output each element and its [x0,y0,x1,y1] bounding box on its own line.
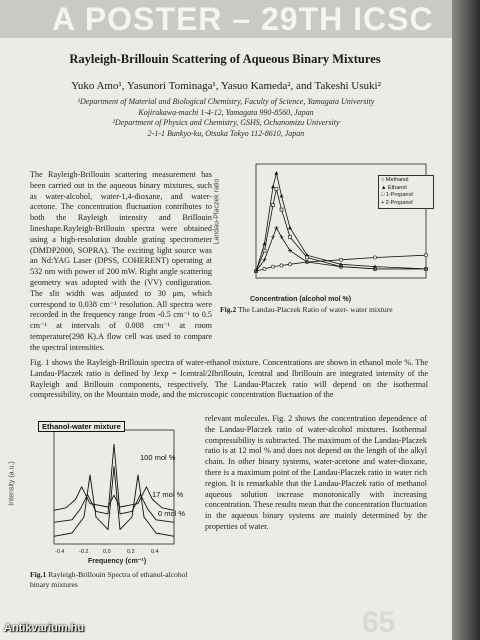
fig1-caption [30,570,190,589]
poster-banner [0,0,452,38]
fig2-point [289,235,292,238]
affiliation-line: ¹Department of Material and Biological Chemistry, Faculty of Science, Yamagata University [77,97,375,106]
author-list: Yuko Amo¹, Yasunori Tominaga¹, Yasuo Kameda², and Takeshi Usuki² [71,80,381,92]
affiliations [36,97,416,139]
affiliation-line: ²Department of Physics and Chemistry, GSHS, Ochanomizu University [112,118,340,127]
fig2-point [263,267,266,270]
intro-paragraph: The Rayleigh-Brillouin scattering measurement has been carried out in the aqueous binary mixtures, such as water-alcohol, water-1,4-dioxane, and water-acetone. The concentration fluctuation contributes to both the Rayleigh intensity and Brillouin lineshape.Rayleigh-Brillouin spectra were obtained using a high-resolution double grating spectrometer (DMDP2000, SOPRA). The exciting light source was an Nd:YAG Laser (DPSS, COHERENT) operating at 532 nm with power of 200 mW. Right angle scattering geometry was adopted with the (VV) configuration. The slit width was adjusted to 30 μm, which correspond to 0.038 cm⁻¹ resolution. All spectra were recorded in the frequency range from -0.5 cm⁻¹ to 0.5 cm⁻¹ at intervals of 0.008 cm⁻¹ at room temperature(298 K).A flow cell was used to compare the spectral intensities. [30,170,212,352]
body-paragraph-full: Fig. 1 shows the Rayleigh-Brillouin spectra of water-ethanol mixture. Concentrations are shown in ethanol mole %. The Landau-Placzek ratio is defined by Jexp = Icentral/2Ibrillouin, Icentral and Ibrillouin are integrated intensity of the Rayleigh and Brillouin components, respectively. The Landau-Placzek ratio will depend on the isothermal compressibility, on the Mountain mode, and the microscopic concentration fluctuation of the [30,358,428,400]
fig2-point [272,204,275,207]
fig2-point [306,256,309,259]
fig1-annotation: 100 mol % [140,453,176,462]
fig1-legend: Ethanol-water mixture [38,421,125,432]
fig2-point [339,258,342,261]
fig2-caption-label: Fig.2 [220,305,237,314]
fig2-caption-text: The Landau-Placzek Ratio of water- water mixture [238,305,393,314]
fig2-legend-item: □ 1-Propanol [381,192,413,198]
fig2-point [280,235,284,239]
affiliation-line: 2-1-1 Bunkyo-ku, Otsuka Tokyo 112-8610, Japan [147,128,305,138]
fig2-point [288,226,292,230]
fig1-xlabel: Frequency (cm⁻¹) [88,558,147,565]
fig2-point [280,194,284,198]
fig1-annotation: 17 mol % [152,490,184,499]
fig1-caption-label: Fig.1 [30,570,47,579]
watermark: Antikvarium.hu [4,622,85,634]
fig2-point [271,235,275,239]
fig2-legend-item: ○ Methanol [381,177,409,183]
fig2-point [271,265,274,268]
fig2-point [424,254,427,257]
fig2-point [280,208,283,211]
fig2-point [274,226,278,230]
fig1-xtick: 0.0 [103,549,111,555]
fig1-xtick: 0.4 [151,549,159,555]
fig2-point [373,256,376,259]
fig1-annotation: 0 mol % [158,509,186,518]
banner-text: A POSTER – 29TH ICSC [52,1,434,37]
fig1-xtick: -0.4 [55,549,65,555]
fig2-xlabel: Concentration (alcohol mol %) [250,296,352,303]
book-spine [452,0,480,640]
paper-title: Rayleigh-Brillouin Scattering of Aqueous Binary Mixtures [69,52,381,66]
fig2-point [271,185,275,189]
fig1-xtick: 0.2 [127,549,135,555]
fig2-caption [220,305,420,315]
fig1-xtick: -0.2 [79,549,89,555]
fig2-point [274,171,278,175]
fig1-ylabel: Intensity (a.u.) [8,461,16,506]
body-paragraph-right: relevant molecules. Fig. 2 shows the concentration dependence of the Landau-Placzek ratio of water-alcohol mixtures. Isothermal compressibility is subtracted. The maximum of the Landau-Placzek ratio is at 12 mol % and does not depend on the length of the alkyl chain. In other binary systems, water-acetone and water-dioxane, there is a maximum point of the Landau-Placzek ratio in water rich region. It is remarkable that the Landau-Placzek ratio of methanol aqueous solution increase monotonically with increasing concentration. These results mean that the concentration fluctuation in the aqueous binary systems are mainly determined by the properties of water. [205,414,427,531]
fig2-point [275,188,278,191]
fig2-point [280,264,283,267]
fig2-point [288,263,291,266]
fig2-legend-item: ▲ Ethanol [381,184,407,191]
fig2-point [288,249,292,253]
page-number: 65 [362,606,396,639]
fig2-ylabel: Landau-Placzek ratio [213,178,221,245]
fig1-series-line [54,467,174,537]
fig2-legend-item: + 2-Propanol [381,199,413,206]
fig2-point [263,249,266,252]
fig1-caption-text: Rayleigh-Brillouin Spectra of ethanol-alcohol binary mixtures [30,570,188,589]
affiliation-line: Kojirakawa-machi 1-4-12, Yamagata 990-8560, Japan [138,107,314,117]
fig2-legend [378,175,434,209]
fig1-chart [24,416,194,552]
